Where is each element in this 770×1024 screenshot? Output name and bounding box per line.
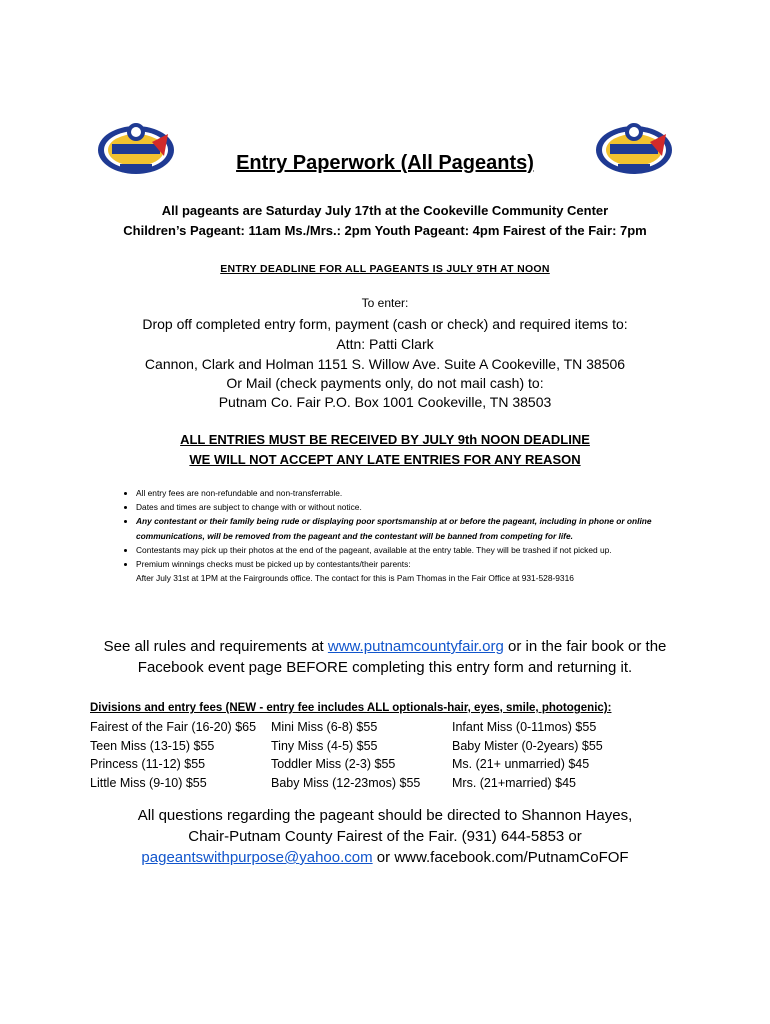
rules-reference-line-2: Facebook event page BEFORE completing this entry form and returning it.	[137, 659, 633, 676]
page-title: Entry Paperwork (All Pageants)	[236, 152, 534, 174]
division-entry: Tiny Miss (4-5) $55	[271, 738, 378, 753]
rules-list	[98, 486, 688, 585]
address-line: Attn: Patti Clark	[336, 336, 434, 352]
contact-line-2: Chair-Putnam County Fairest of the Fair. (931) 644-5853 or	[188, 828, 582, 845]
address-line: Putnam Co. Fair P.O. Box 1001 Cookeville, TN 38503	[218, 394, 552, 410]
list-item: • All entry fees are non-refundable and non-transferrable.	[136, 486, 688, 500]
list-item: • Dates and times are subject to change with or without notice.	[136, 500, 688, 514]
address-line: Or Mail (check payments only, do not mail cash) to:	[226, 375, 544, 391]
division-entry: Infant Miss (0-11mos) $55	[452, 720, 597, 734]
rules-reference-prefix: See all rules and requirements at	[103, 638, 328, 655]
deadline-warning: ALL ENTRIES MUST BE RECEIVED BY JULY 9th NOON DEADLINE	[180, 432, 590, 447]
division-entry: Little Miss (9-10) $55	[90, 775, 207, 790]
list-item-text: After July 31st at 1PM at the Fairgrounds office. The contact for this is Pam Thomas in the Fair Office at 931-528-9316	[136, 573, 574, 584]
division-entry: Mrs. (21+married) $45	[452, 775, 576, 790]
to-enter-label: To enter:	[361, 296, 409, 310]
rules-reference-suffix: or in the fair book or the	[503, 638, 667, 655]
division-entry: Princess (11-12) $55	[90, 757, 206, 771]
division-entry: Ms. (21+ unmarried) $45	[452, 757, 590, 771]
division-entry: Mini Miss (6-8) $55	[271, 720, 378, 734]
contact-line-1: All questions regarding the pageant should be directed to Shannon Hayes,	[137, 807, 633, 824]
schedule-line-1: All pageants are Saturday July 17th at the Cookeville Community Center	[161, 203, 609, 218]
schedule-line-2: Children’s Pageant: 11am Ms./Mrs.: 2pm Youth Pageant: 4pm Fairest of the Fair: 7pm	[123, 223, 647, 238]
division-entry: Teen Miss (13-15) $55	[90, 738, 215, 753]
division-entry: Fairest of the Fair (16-20) $65	[90, 720, 257, 734]
list-item	[136, 557, 688, 585]
contact-line-3	[0, 847, 770, 868]
divisions-heading: Divisions and entry fees (NEW - entry fee includes ALL optionals-hair, eyes, smile, photogenic):	[90, 702, 612, 714]
late-entry-warning: WE WILL NOT ACCEPT ANY LATE ENTRIES FOR ANY REASON	[189, 452, 581, 467]
contact-email-link[interactable]: pageantswithpurpose@yahoo.com	[141, 849, 373, 866]
division-entry: Baby Mister (0-2years) $55	[452, 738, 603, 753]
entry-deadline: ENTRY DEADLINE FOR ALL PAGEANTS IS JULY 9TH AT NOON	[220, 263, 550, 275]
address-line: Cannon, Clark and Holman 1151 S. Willow Ave. Suite A Cookeville, TN 38506	[144, 356, 626, 372]
division-entry: Toddler Miss (2-3) $55	[271, 757, 396, 771]
fair-website-link[interactable]: www.putnamcountyfair.org	[327, 638, 504, 655]
list-item-text: Premium winnings checks must be picked up by contestants/their parents:	[136, 559, 411, 570]
list-item: • Any contestant or their family being rude or displaying poor sportsmanship at or before the pageant, including in phone or online communications, will be removed from the pageant and the contestant will be banned from competing for life.	[136, 514, 688, 542]
list-item: • Contestants may pick up their photos at the end of the pageant, available at the entry table. They will be trashed if not picked up.	[136, 543, 688, 557]
divisions-column-1	[90, 718, 256, 792]
divisions-column-3	[452, 718, 603, 792]
division-entry: Baby Miss (12-23mos) $55	[271, 775, 421, 790]
rules-reference	[0, 636, 770, 657]
divisions-column-2	[271, 718, 420, 792]
address-line: Drop off completed entry form, payment (cash or check) and required items to:	[142, 316, 628, 332]
facebook-reference: or www.facebook.com/PutnamCoFOF	[372, 849, 629, 866]
